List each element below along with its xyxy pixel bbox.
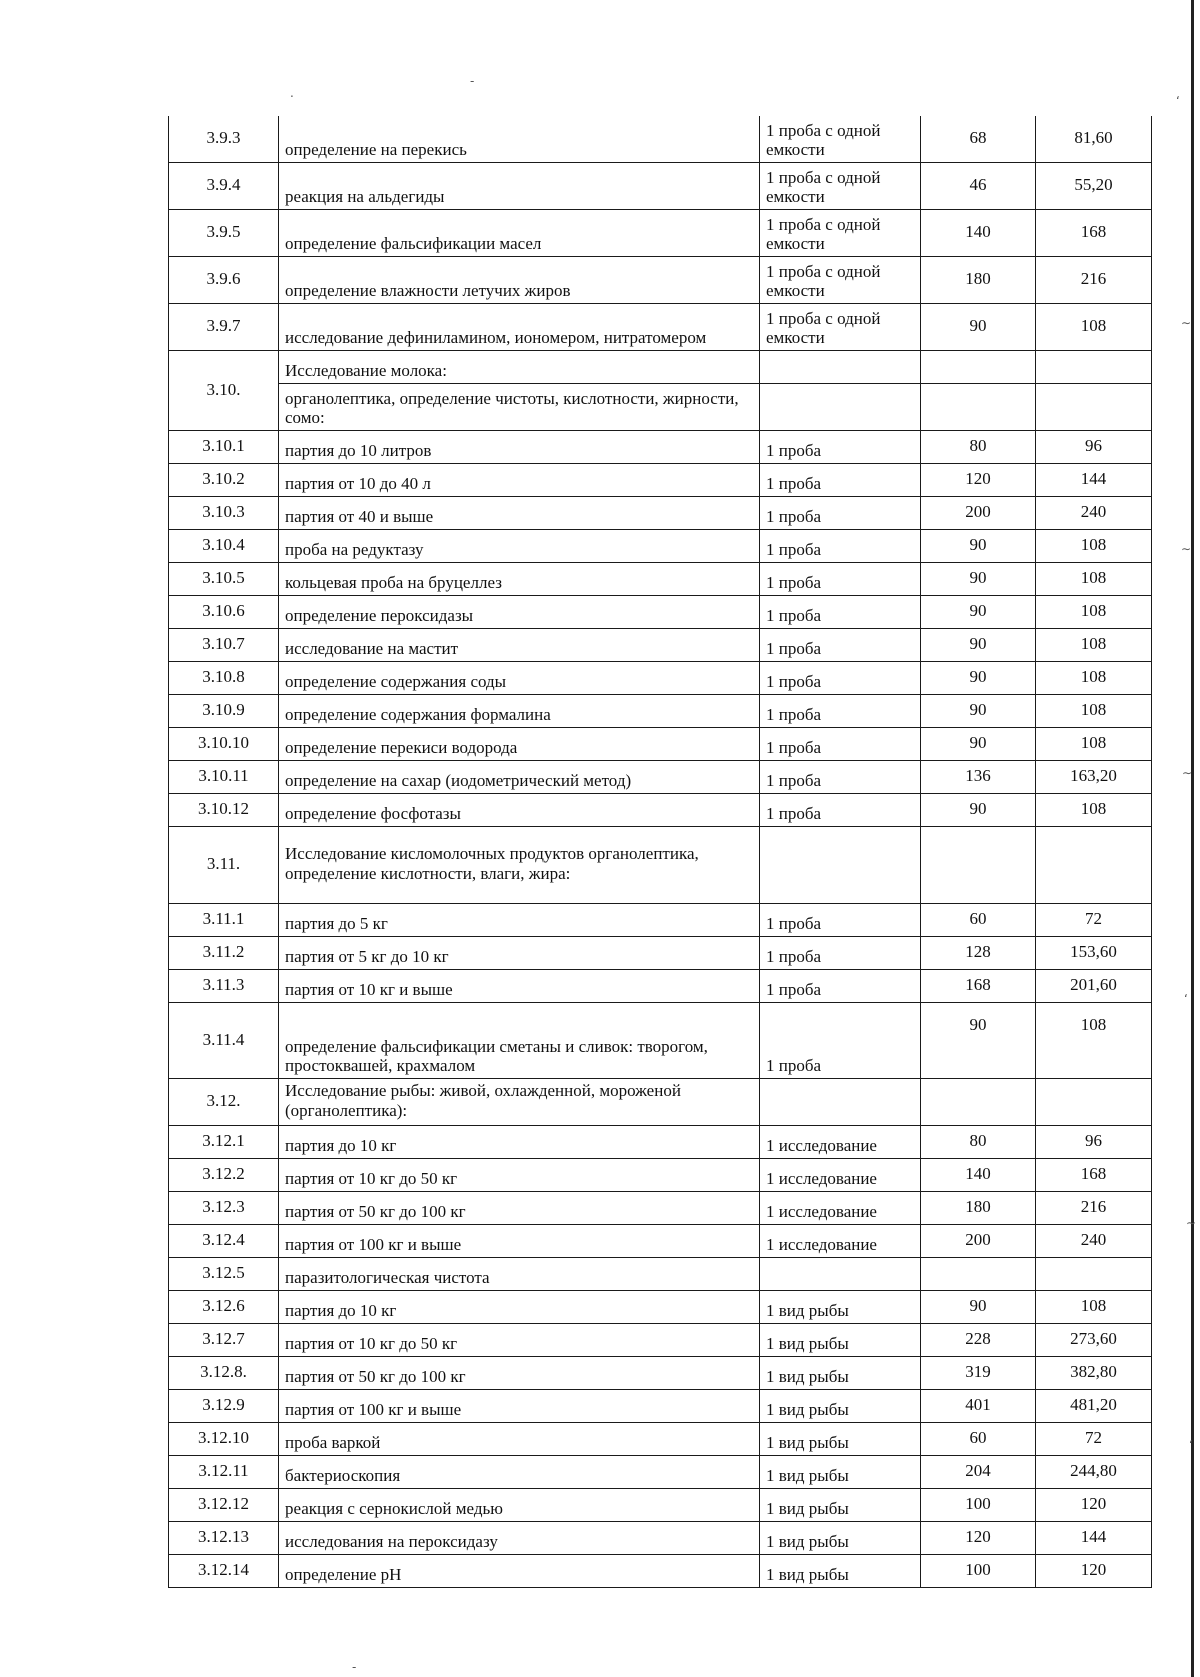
row-code: 3.12.6 <box>169 1291 279 1324</box>
row-price-vat: 108 <box>1036 596 1152 629</box>
row-price: 90 <box>921 794 1036 827</box>
row-name: исследование на мастит <box>279 629 760 662</box>
row-code: 3.12.10 <box>169 1423 279 1456</box>
scan-speck: - <box>352 1660 357 1674</box>
row-unit: 1 исследование <box>760 1225 921 1258</box>
row-price-vat: 244,80 <box>1036 1456 1152 1489</box>
row-price: 204 <box>921 1456 1036 1489</box>
row-price-vat: 168 <box>1036 210 1152 257</box>
table-row <box>169 1291 1152 1324</box>
table-row <box>169 970 1152 1003</box>
scan-speck: ∼ <box>1182 766 1193 780</box>
scan-speck: . <box>290 86 294 100</box>
row-name: партия до 10 кг <box>279 1126 760 1159</box>
row-code: 3.10.12 <box>169 794 279 827</box>
row-unit: 1 проба с одной емкости <box>760 210 921 257</box>
row-price: 319 <box>921 1357 1036 1390</box>
row-price: 90 <box>921 530 1036 563</box>
row-price-vat: 216 <box>1036 1192 1152 1225</box>
row-price: 180 <box>921 257 1036 304</box>
row-name: определение содержания соды <box>279 662 760 695</box>
row-price-vat: 273,60 <box>1036 1324 1152 1357</box>
table-row <box>169 1192 1152 1225</box>
row-price: 168 <box>921 970 1036 1003</box>
table-row <box>169 904 1152 937</box>
row-code: 3.12.11 <box>169 1456 279 1489</box>
row-name: партия от 50 кг до 100 кг <box>279 1192 760 1225</box>
row-price-vat: 72 <box>1036 904 1152 937</box>
row-unit: 1 проба <box>760 970 921 1003</box>
row-price-vat: 382,80 <box>1036 1357 1152 1390</box>
row-price-vat: 96 <box>1036 431 1152 464</box>
row-price-vat: 481,20 <box>1036 1390 1152 1423</box>
row-unit: 1 проба с одной емкости <box>760 116 921 163</box>
row-price: 90 <box>921 563 1036 596</box>
row-price: 200 <box>921 497 1036 530</box>
table-row <box>169 1555 1152 1588</box>
row-price: 90 <box>921 695 1036 728</box>
row-price: 90 <box>921 662 1036 695</box>
row-price-vat: 153,60 <box>1036 937 1152 970</box>
row-code: 3.10.6 <box>169 596 279 629</box>
row-price-vat: 108 <box>1036 728 1152 761</box>
row-code: 3.12.9 <box>169 1390 279 1423</box>
row-price: 228 <box>921 1324 1036 1357</box>
row-code: 3.9.5 <box>169 210 279 257</box>
row-price-vat: 120 <box>1036 1489 1152 1522</box>
table-row <box>169 1423 1152 1456</box>
scan-speck: ∼ <box>1181 316 1192 330</box>
row-code: 3.12.2 <box>169 1159 279 1192</box>
row-unit: 1 проба <box>760 761 921 794</box>
row-code: 3.10.11 <box>169 761 279 794</box>
row-code: 3.11. <box>169 827 279 904</box>
row-unit: 1 исследование <box>760 1159 921 1192</box>
row-name: определение фальсификации масел <box>279 210 760 257</box>
row-unit: 1 вид рыбы <box>760 1456 921 1489</box>
row-unit-empty <box>760 827 921 904</box>
row-price-vat-empty <box>1036 827 1152 904</box>
scan-speck: ‘ <box>1184 992 1188 1006</box>
row-price: 80 <box>921 431 1036 464</box>
row-price: 90 <box>921 304 1036 351</box>
row-name: исследования на пероксидазу <box>279 1522 760 1555</box>
row-unit: 1 исследование <box>760 1192 921 1225</box>
row-price: 100 <box>921 1555 1036 1588</box>
row-name: партия от 10 до 40 л <box>279 464 760 497</box>
section-header-row <box>169 351 1152 384</box>
table-row <box>169 1357 1152 1390</box>
row-unit: 1 вид рыбы <box>760 1324 921 1357</box>
row-code: 3.9.7 <box>169 304 279 351</box>
row-price: 46 <box>921 163 1036 210</box>
row-price: 60 <box>921 904 1036 937</box>
row-code: 3.9.4 <box>169 163 279 210</box>
table-row <box>169 530 1152 563</box>
row-code: 3.12.13 <box>169 1522 279 1555</box>
scan-speck: ∼ <box>1186 1216 1197 1230</box>
row-name: проба на редуктазу <box>279 530 760 563</box>
row-price-vat: 240 <box>1036 1225 1152 1258</box>
row-price-vat: 144 <box>1036 1522 1152 1555</box>
row-price-vat: 168 <box>1036 1159 1152 1192</box>
row-price: 68 <box>921 116 1036 163</box>
row-unit: 1 проба <box>760 904 921 937</box>
row-unit-empty <box>760 351 921 384</box>
row-price-vat: 108 <box>1036 794 1152 827</box>
row-unit: 1 проба <box>760 728 921 761</box>
row-unit: 1 проба <box>760 1003 921 1079</box>
table-row <box>169 464 1152 497</box>
row-code: 3.10.8 <box>169 662 279 695</box>
table-row <box>169 629 1152 662</box>
row-unit: 1 проба <box>760 794 921 827</box>
row-unit: 1 вид рыбы <box>760 1555 921 1588</box>
row-price: 60 <box>921 1423 1036 1456</box>
row-price-vat: 108 <box>1036 304 1152 351</box>
row-unit: 1 проба <box>760 497 921 530</box>
row-price-vat: 108 <box>1036 530 1152 563</box>
table-row <box>169 1390 1152 1423</box>
table-row <box>169 937 1152 970</box>
table-row <box>169 695 1152 728</box>
section-header-row <box>169 1079 1152 1126</box>
row-unit-empty <box>760 384 921 431</box>
table-row <box>169 163 1152 210</box>
row-price: 128 <box>921 937 1036 970</box>
table-row <box>169 1456 1152 1489</box>
subsection-row <box>169 1258 1152 1291</box>
row-name: партия от 10 кг до 50 кг <box>279 1324 760 1357</box>
table-row <box>169 1225 1152 1258</box>
row-price-vat: 81,60 <box>1036 116 1152 163</box>
row-price: 90 <box>921 596 1036 629</box>
row-price-vat: 72 <box>1036 1423 1152 1456</box>
row-code: 3.11.2 <box>169 937 279 970</box>
row-code: 3.10.7 <box>169 629 279 662</box>
table-row <box>169 596 1152 629</box>
section-subtitle: органолептика, определение чистоты, кислотности, жирности, сомо: <box>279 384 760 431</box>
row-name: партия до 10 литров <box>279 431 760 464</box>
row-name: определение на сахар (иодометрический метод) <box>279 761 760 794</box>
row-price: 140 <box>921 1159 1036 1192</box>
row-name: партия от 40 и выше <box>279 497 760 530</box>
scan-speck: ∼ <box>1181 542 1192 556</box>
table-row <box>169 497 1152 530</box>
row-price-vat: 120 <box>1036 1555 1152 1588</box>
row-code: 3.9.3 <box>169 116 279 163</box>
row-name: партия до 10 кг <box>279 1291 760 1324</box>
row-name: определение влажности летучих жиров <box>279 257 760 304</box>
row-code: 3.11.4 <box>169 1003 279 1079</box>
row-price: 90 <box>921 1291 1036 1324</box>
row-name: партия от 100 кг и выше <box>279 1225 760 1258</box>
table-row <box>169 761 1152 794</box>
row-price-vat: 201,60 <box>1036 970 1152 1003</box>
row-price: 120 <box>921 464 1036 497</box>
row-price-empty <box>921 1258 1036 1291</box>
row-price: 120 <box>921 1522 1036 1555</box>
table-row <box>169 662 1152 695</box>
scan-speck: ‘ <box>1176 94 1180 108</box>
row-unit: 1 проба <box>760 596 921 629</box>
row-price: 90 <box>921 1003 1036 1079</box>
table-row <box>169 1159 1152 1192</box>
table-row <box>169 1522 1152 1555</box>
row-code: 3.10.3 <box>169 497 279 530</box>
row-code: 3.10.1 <box>169 431 279 464</box>
row-code: 3.12.3 <box>169 1192 279 1225</box>
row-price-vat: 96 <box>1036 1126 1152 1159</box>
row-name: определение перекиси водорода <box>279 728 760 761</box>
row-unit: 1 проба <box>760 937 921 970</box>
row-unit: 1 проба <box>760 695 921 728</box>
table-row <box>169 1126 1152 1159</box>
table-row <box>169 794 1152 827</box>
row-price: 90 <box>921 629 1036 662</box>
row-unit: 1 проба <box>760 563 921 596</box>
row-name: партия до 5 кг <box>279 904 760 937</box>
row-code: 3.12.1 <box>169 1126 279 1159</box>
row-unit: 1 проба <box>760 530 921 563</box>
row-code: 3.10.5 <box>169 563 279 596</box>
row-unit: 1 вид рыбы <box>760 1489 921 1522</box>
row-unit: 1 проба с одной емкости <box>760 304 921 351</box>
price-table <box>168 116 1152 1588</box>
row-price: 136 <box>921 761 1036 794</box>
row-price-vat-empty <box>1036 1079 1152 1126</box>
row-name: партия от 5 кг до 10 кг <box>279 937 760 970</box>
row-price: 401 <box>921 1390 1036 1423</box>
row-name: определение фальсификации сметаны и сливок: творогом, простоквашей, крахмалом <box>279 1003 760 1079</box>
row-code: 3.10.4 <box>169 530 279 563</box>
row-unit: 1 вид рыбы <box>760 1357 921 1390</box>
row-unit: 1 проба <box>760 629 921 662</box>
row-code: 3.10.9 <box>169 695 279 728</box>
row-price: 90 <box>921 728 1036 761</box>
row-price-vat: 108 <box>1036 1003 1152 1079</box>
row-name: партия от 10 кг и выше <box>279 970 760 1003</box>
row-unit: 1 вид рыбы <box>760 1291 921 1324</box>
table-row <box>169 728 1152 761</box>
row-code: 3.10.2 <box>169 464 279 497</box>
row-price: 180 <box>921 1192 1036 1225</box>
section-title: Исследование молока: <box>279 351 760 384</box>
row-name: исследование дефиниламином, иономером, нитратомером <box>279 304 760 351</box>
row-price: 80 <box>921 1126 1036 1159</box>
row-code: 3.12. <box>169 1079 279 1126</box>
row-name: определение pH <box>279 1555 760 1588</box>
table-row <box>169 431 1152 464</box>
row-name: проба варкой <box>279 1423 760 1456</box>
table-row <box>169 116 1152 163</box>
row-code: 3.12.12 <box>169 1489 279 1522</box>
row-unit-empty <box>760 1079 921 1126</box>
row-price-vat-empty <box>1036 1258 1152 1291</box>
row-price-vat: 144 <box>1036 464 1152 497</box>
row-price-vat: 240 <box>1036 497 1152 530</box>
row-name: паразитологическая чистота <box>279 1258 760 1291</box>
row-price-empty <box>921 1079 1036 1126</box>
row-unit: 1 проба <box>760 464 921 497</box>
row-code: 3.9.6 <box>169 257 279 304</box>
scan-speck: - <box>470 74 475 88</box>
row-price-vat: 108 <box>1036 662 1152 695</box>
row-name: партия от 50 кг до 100 кг <box>279 1357 760 1390</box>
section-header-row <box>169 827 1152 904</box>
row-price-vat: 55,20 <box>1036 163 1152 210</box>
section-title: Исследование рыбы: живой, охлажденной, мороженой (органолептика): <box>279 1079 760 1126</box>
row-name: партия от 10 кг до 50 кг <box>279 1159 760 1192</box>
row-unit: 1 проба <box>760 431 921 464</box>
row-name: определение на перекись <box>279 116 760 163</box>
row-name: реакция на альдегиды <box>279 163 760 210</box>
row-code: 3.12.5 <box>169 1258 279 1291</box>
table-row <box>169 1003 1152 1079</box>
row-unit: 1 вид рыбы <box>760 1423 921 1456</box>
row-code: 3.12.8. <box>169 1357 279 1390</box>
row-price: 200 <box>921 1225 1036 1258</box>
row-unit: 1 вид рыбы <box>760 1390 921 1423</box>
row-price-vat-empty <box>1036 351 1152 384</box>
table-row <box>169 1324 1152 1357</box>
row-name: определение пероксидазы <box>279 596 760 629</box>
row-name: бактериоскопия <box>279 1456 760 1489</box>
row-unit: 1 проба <box>760 662 921 695</box>
table-row <box>169 1489 1152 1522</box>
row-code: 3.10. <box>169 351 279 431</box>
row-unit: 1 проба с одной емкости <box>760 257 921 304</box>
row-code: 3.11.1 <box>169 904 279 937</box>
row-price-vat: 163,20 <box>1036 761 1152 794</box>
row-price-vat: 216 <box>1036 257 1152 304</box>
row-name: определение фосфотазы <box>279 794 760 827</box>
row-code: 3.11.3 <box>169 970 279 1003</box>
row-code: 3.12.14 <box>169 1555 279 1588</box>
row-unit: 1 проба с одной емкости <box>760 163 921 210</box>
row-price-vat: 108 <box>1036 1291 1152 1324</box>
table-row <box>169 257 1152 304</box>
row-code: 3.12.7 <box>169 1324 279 1357</box>
row-price-vat: 108 <box>1036 695 1152 728</box>
row-price-vat-empty <box>1036 384 1152 431</box>
row-code: 3.12.4 <box>169 1225 279 1258</box>
row-price-empty <box>921 384 1036 431</box>
row-unit: 1 вид рыбы <box>760 1522 921 1555</box>
row-name: партия от 100 кг и выше <box>279 1390 760 1423</box>
row-price-empty <box>921 351 1036 384</box>
table-row <box>169 563 1152 596</box>
row-price-empty <box>921 827 1036 904</box>
row-price: 100 <box>921 1489 1036 1522</box>
row-price-vat: 108 <box>1036 563 1152 596</box>
section-header-row <box>169 384 1152 431</box>
table-row <box>169 304 1152 351</box>
row-unit: 1 исследование <box>760 1126 921 1159</box>
row-name: кольцевая проба на бруцеллез <box>279 563 760 596</box>
section-title: Исследование кисломолочных продуктов органолептика, определение кислотности, влаги, жира: <box>279 827 760 904</box>
table-row <box>169 210 1152 257</box>
row-price-vat: 108 <box>1036 629 1152 662</box>
row-name: реакция с сернокислой медью <box>279 1489 760 1522</box>
row-code: 3.10.10 <box>169 728 279 761</box>
row-price: 140 <box>921 210 1036 257</box>
row-name: определение содержания формалина <box>279 695 760 728</box>
page-edge-shadow <box>1191 0 1194 1677</box>
scan-speck: ‘ <box>1189 1438 1193 1452</box>
row-unit-empty <box>760 1258 921 1291</box>
